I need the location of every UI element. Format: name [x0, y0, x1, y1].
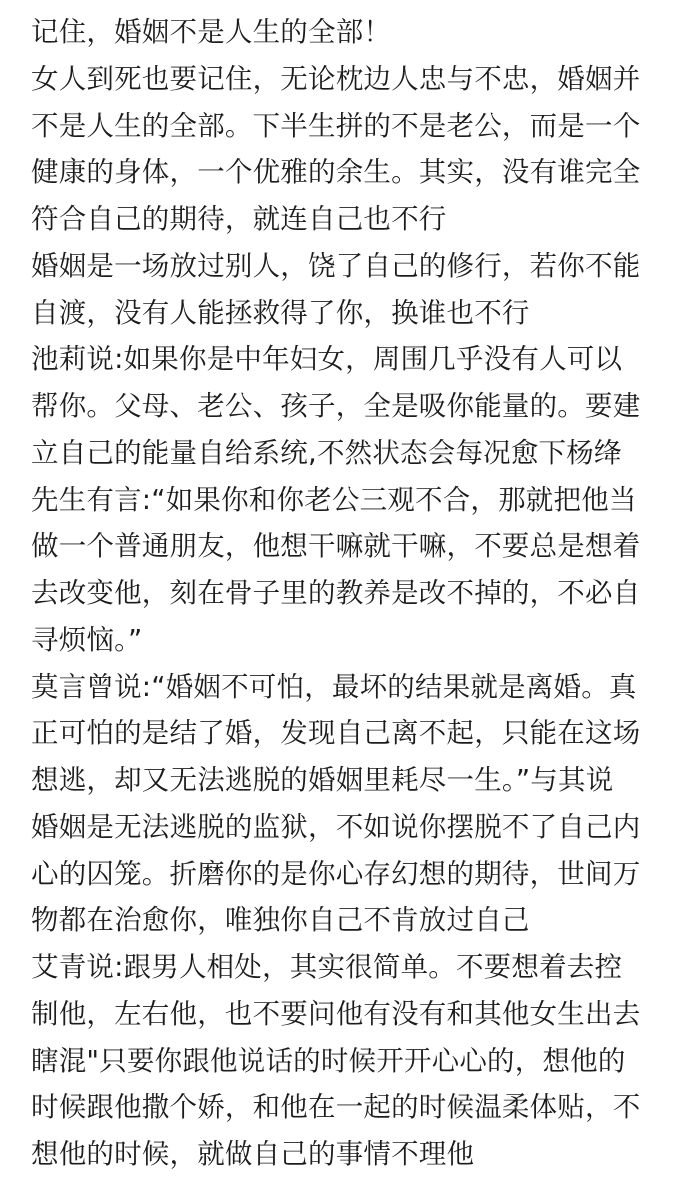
text-line: 去改变他，刻在骨子里的教养是改不掉的，不必自: [31, 577, 641, 609]
text-line: 正可怕的是结了婚，发现自己离不起，只能在这场: [31, 717, 641, 750]
text-line: 做一个普通朋友，他想干嘛就干嘛，不要总是想着: [31, 530, 641, 563]
text-line: 制他，左右他，也不要问他有没有和其他女生出去: [31, 997, 641, 1030]
text-line: 女人到死也要记住，无论枕边人忠与不忠，婚姻并: [31, 62, 641, 95]
text-line: 时候跟他撒个娇，和他在一起的时候温柔体贴，不: [31, 1091, 641, 1124]
text-line: 符合自己的期待，就连自己也不行: [31, 203, 447, 235]
text-line: 想他的时候，就做自己的事情不理他: [31, 1138, 475, 1170]
text-line: 想逃，却又无法逃脱的婚姻里耗尽一生。”与其说: [31, 764, 614, 796]
text-line: 瞎混"只要你跟他说话的时候开开心心的，想他的: [31, 1044, 626, 1077]
text-line: 婚姻是无法逃脱的监狱，不如说你摆脱不了自己内: [31, 810, 641, 843]
text-line: 寻烦恼。”: [31, 623, 143, 656]
text-lines: [31, 9, 640, 1178]
text-line: 池莉说:如果你是中年妇女，周围几乎没有人可以: [31, 343, 623, 376]
text-line: 帮你。父母、老公、孩子，全是吸你能量的。要建: [31, 390, 641, 422]
text-line: 先生有言:“如果你和你老公三观不合，那就把他当: [31, 483, 637, 516]
text-line: 自渡，没有人能拯救得了你，换谁也不行: [31, 296, 530, 329]
text-line: 健康的身体，一个优雅的余生。其实，没有谁完全: [31, 156, 641, 189]
text-line: 莫言曾说:“婚姻不可怕，最坏的结果就是离婚。真: [31, 670, 637, 703]
text-line: 记住，婚姻不是人生的全部！: [31, 16, 392, 48]
text-line: 心的囚笼。折磨你的是你心存幻想的期待，世间万: [31, 857, 641, 890]
text-line: 立自己的能量自给系统,不然状态会每况愈下杨绛: [31, 436, 622, 469]
text-line: 物都在治愈你，唯独你自己不肯放过自己: [31, 904, 530, 937]
text-line: 艾青说:跟男人相处，其实很简单。不要想着去控: [31, 951, 623, 983]
text-line: 婚姻是一场放过别人，饶了自己的修行，若你不能: [31, 249, 641, 282]
text-line: 不是人生的全部。下半生拼的不是老公，而是一个: [31, 109, 641, 142]
